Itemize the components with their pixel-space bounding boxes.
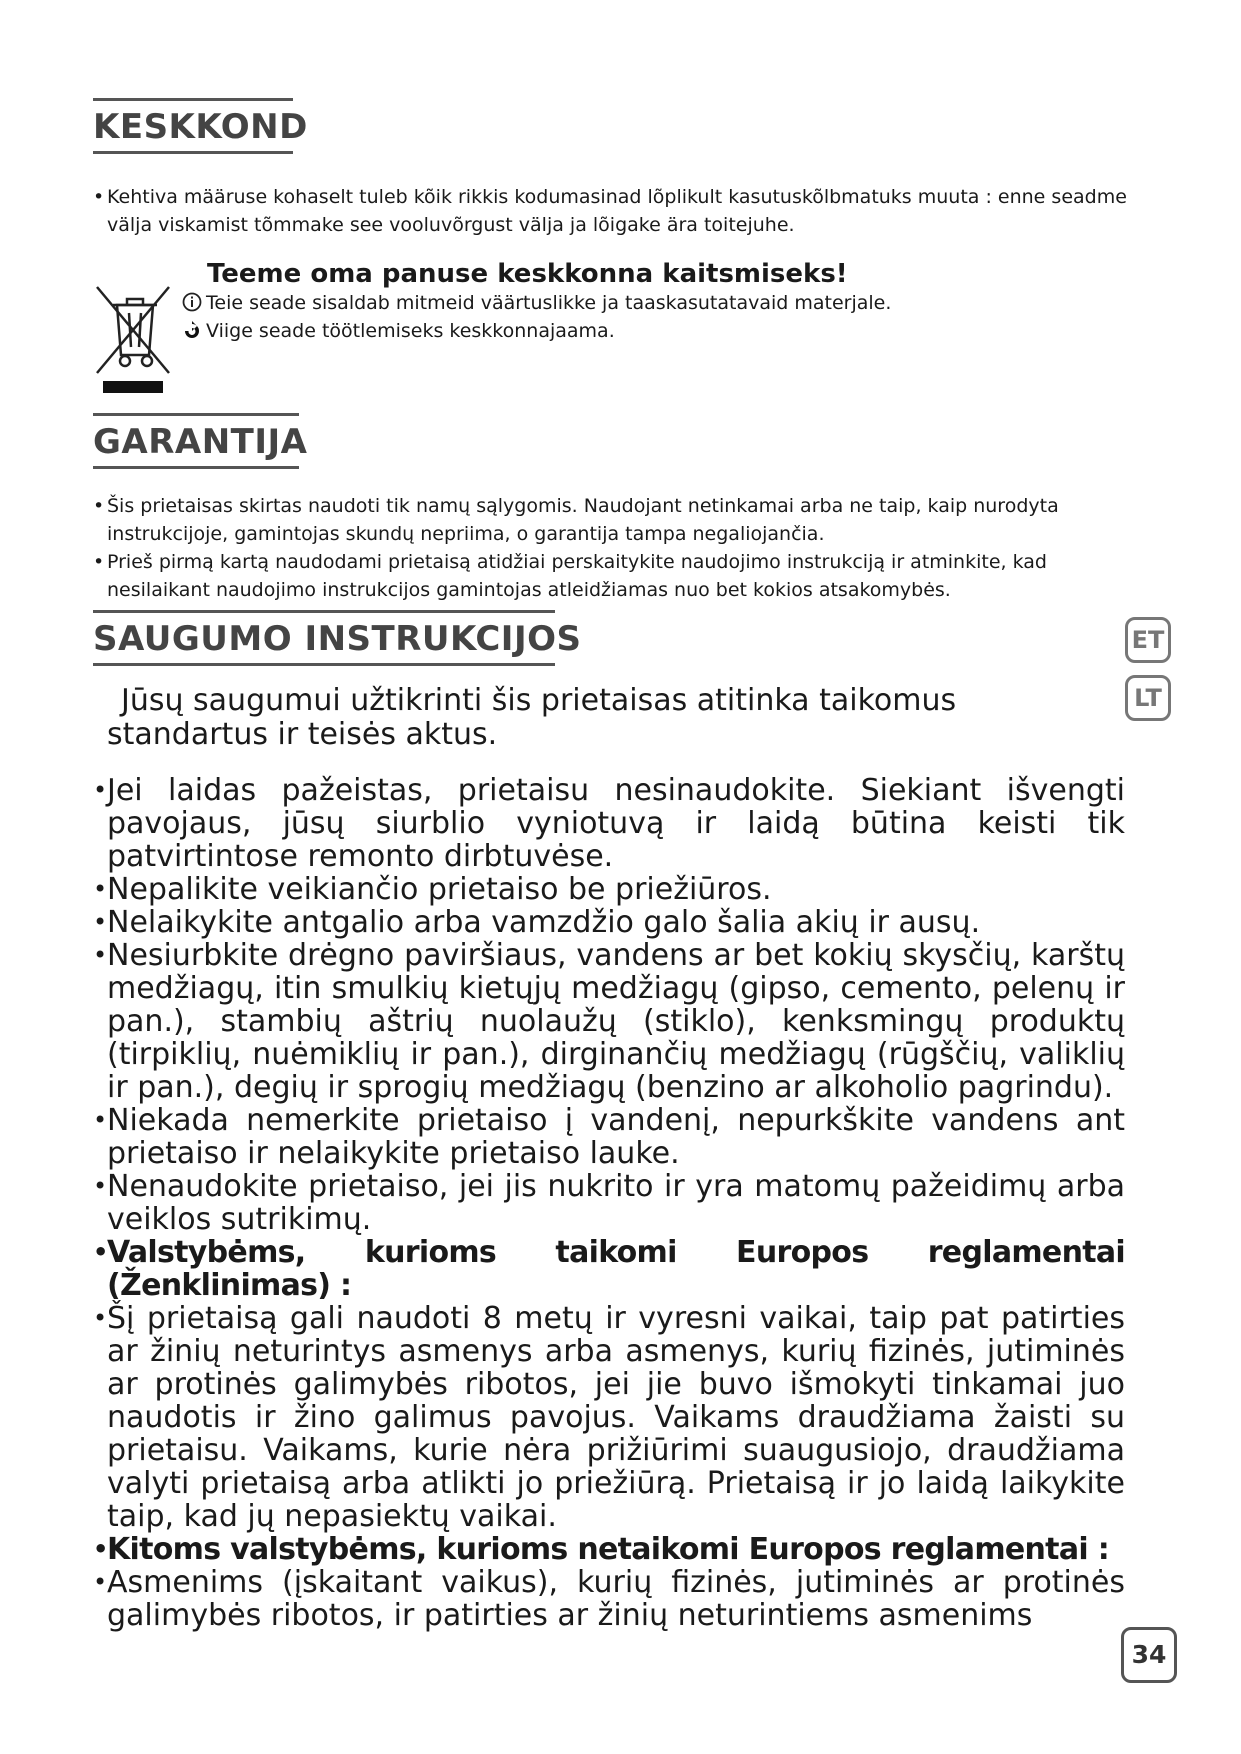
language-badge-lt: LT (1125, 675, 1171, 721)
language-badge-et: ET (1125, 617, 1171, 663)
eco-line-1 (182, 290, 891, 316)
safety-heading-non-eu: • Kitoms valstybėms, kurioms netaikomi Europos reglamentai : (93, 1533, 1125, 1566)
section-title-saugumo: SAUGUMO INSTRUKCIJOS (93, 610, 555, 666)
section-title-garantija: GARANTIJA (93, 413, 299, 469)
crossed-out-wheelie-bin-icon (93, 283, 173, 393)
safety-bullet-6: • Nenaudokite prietaiso, jei jis nukrito ir yra matomų pažeidimų arba veiklos sutrikimų. (93, 1170, 1125, 1236)
safety-intro: Jūsų saugumui užtikrinti šis prietaisas atitinka taikomus standartus ir teisės aktus. (107, 683, 957, 752)
eco-line-2 (182, 318, 615, 344)
eco-line-2-text: Viige seade töötlemiseks keskkonnajaama. (206, 320, 615, 342)
info-icon (182, 292, 202, 312)
safety-bullet-1: • Jei laidas pažeistas, prietaisu nesinaudokite. Siekiant išvengti pavojaus, jūsų siurblio vyniotuvą ir laidą būtina keisti tik patvirtintose remonto dirbtuvėse. (93, 774, 1125, 873)
safety-bullet-5: • Niekada nemerkite prietaiso į vandenį, nepurkškite vandens ant prietaiso ir nelaikykite prietaiso lauke. (93, 1104, 1125, 1170)
eco-title: Teeme oma panuse keskkonna kaitsmiseks! (207, 259, 848, 289)
garantija-bullet-1: • Šis prietaisas skirtas naudoti tik namų sąlygomis. Naudojant netinkamai arba ne taip, kaip nurodyta instrukcijoje, gamintojas skundų nepriima, o garantija tampa negaliojančia. (93, 492, 1143, 548)
garantija-list (93, 492, 1143, 604)
safety-bullet-7: • Šį prietaisą gali naudoti 8 metų ir vyresni vaikai, taip pat patirties ar žinių neturintys asmenys arba asmenys, kurių fizinės, jutiminės ar protinės galimybės ribotos, jei jie buvo išmokyti tinkamai juo naudotis ir žino galimus pavojus. Vaikams draudžiama žaisti su prietaisu. Vaikams, kurie nėra prižiūrimi suaugusiojo, draudžiama valyti prietaisą arba atlikti jo priežiūrą. Prietaisą ir jo laidą laikykite taip, kad jų nepasiektų vaikai. (93, 1302, 1125, 1533)
safety-bullet-8: • Asmenims (įskaitant vaikus), kurių fizinės, jutiminės ar protinės galimybės ribotos, ir patirties ar žinių neturintiems asmenims (93, 1566, 1125, 1632)
safety-list (93, 774, 1125, 1632)
safety-bullet-2: • Nepalikite veikiančio prietaiso be priežiūros. (93, 873, 1125, 906)
eco-line-1-text: Teie seade sisaldab mitmeid väärtuslikke ja taaskasutatavaid materjale. (206, 292, 892, 314)
keskkond-list (93, 183, 1143, 239)
safety-bullet-4: • Nesiurbkite drėgno paviršiaus, vandens ar bet kokių skysčių, karštų medžiagų, itin smulkių kietųjų medžiagų (gipso, cemento, pelenų ir pan.), stambių aštrių nuolaužų (stiklo), kenksmingų produktų (tirpiklių, nuėmiklių ir pan.), dirginančių medžiagų (rūgščių, valiklių ir pan.), degių ir sprogių medžiagų (benzino ar alkoholio pagrindu). (93, 939, 1125, 1104)
recycle-arrow-icon (182, 320, 202, 340)
section-title-keskkond: KESKKOND (93, 98, 293, 154)
keskkond-bullet-1: • Kehtiva määruse kohaselt tuleb kõik rikkis kodumasinad lõplikult kasutuskõlbmatuks muuta : enne seadme välja viskamist tõmmake see vooluvõrgust välja ja lõigake ära toitejuhe. (93, 183, 1143, 239)
safety-heading-eu: • Valstybėms, kurioms taikomi Europos reglamentai (Ženklinimas) : (93, 1236, 1125, 1302)
safety-bullet-3: • Nelaikykite antgalio arba vamzdžio galo šalia akių ir ausų. (93, 906, 1125, 939)
garantija-bullet-2: • Prieš pirmą kartą naudodami prietaisą atidžiai perskaitykite naudojimo instrukciją ir atminkite, kad nesilaikant naudojimo instrukcijos gamintojas atleidžiamas nuo bet kokios atsakomybės. (93, 548, 1143, 604)
page-number: 34 (1121, 1627, 1177, 1683)
